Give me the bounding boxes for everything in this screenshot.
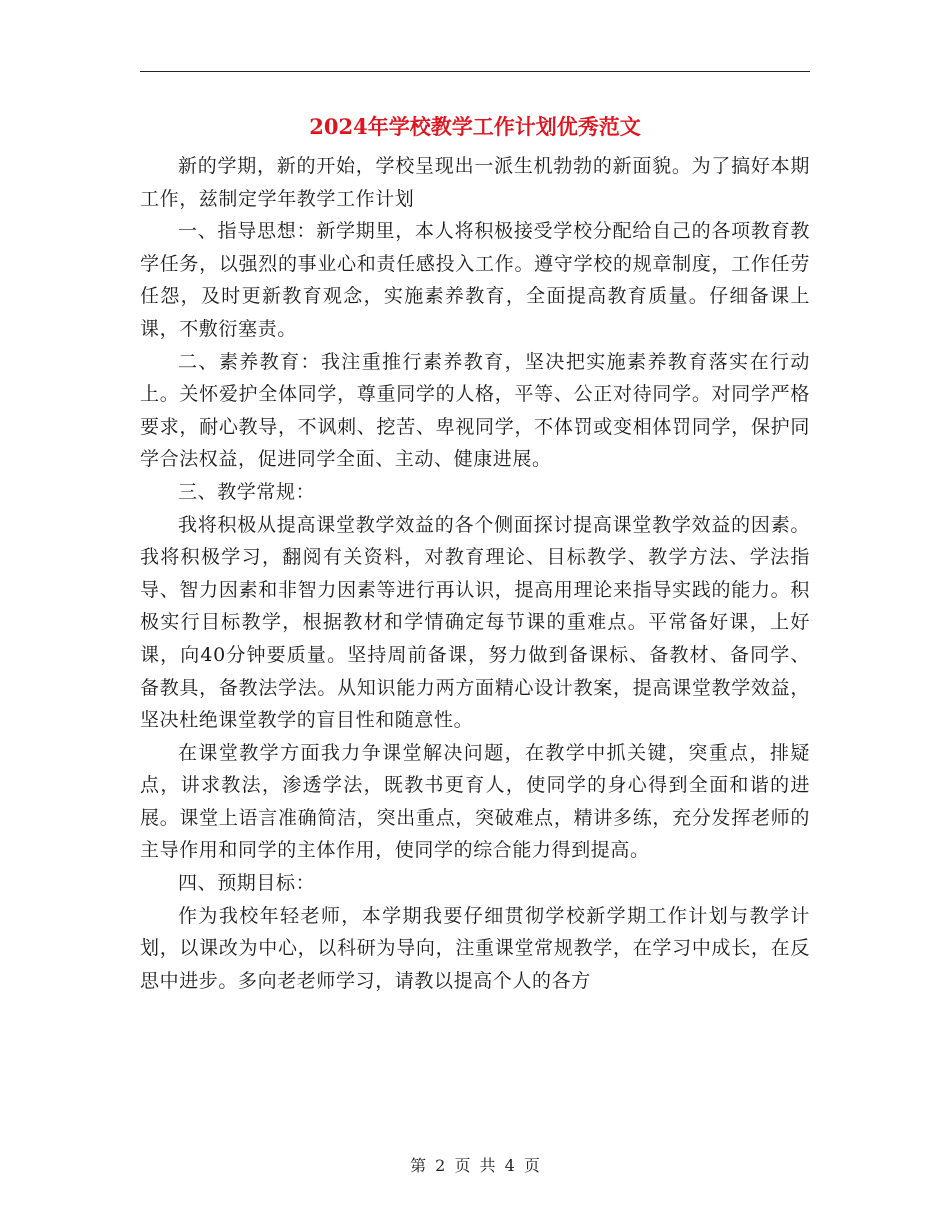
heading-teaching-routine: 三、教学常规： bbox=[178, 480, 316, 503]
paragraph-guiding-ideology: 一、指导思想：新学期里，本人将积极接受学校分配给自己的各项教育教学任务，以强烈的事业心和责任感投入工作。遵守学校的规章制度，工作任劳任怨，及时更新教育观念，实施素养教育，全面提高教育质量。仔细备课上课，不敷衍塞责。 bbox=[140, 220, 810, 340]
header-rule bbox=[140, 71, 810, 72]
paragraph-classroom-teaching: 在课堂教学方面我力争课堂解决问题，在教学中抓关键，突重点，排疑点，讲求教法，渗透学法，既教书更育人，使同学的身心得到全面和谐的进展。课堂上语言准确简洁，突出重点，突破难点，精讲多练，充分发挥老师的主导作用和同学的主体作用，使同学的综合能力得到提高。 bbox=[140, 741, 810, 862]
paragraph-teaching-efficiency: 我将积极从提高课堂教学效益的各个侧面探讨提高课堂教学效益的因素。我将积极学习，翻阅有关资料，对教育理论、目标教学、教学方法、学法指导、智力因素和非智力因素等进行再认识，提高用理论来指导实践的能力。积极实行目标教学，根据教材和学情确定每节课的重难点。平常备好课，上好课，向40分钟要质量。坚持周前备课，努力做到备课标、备教材、备同学、备教具，备教法学法。从知识能力两方面精心设计教案，提高课堂教学效益，坚决杜绝课堂教学的盲目性和随意性。 bbox=[140, 513, 810, 732]
document-body bbox=[140, 150, 810, 997]
page-number-footer: 第 2 页 共 4 页 bbox=[410, 1156, 540, 1175]
document-title: 2024年学校教学工作计划优秀范文 bbox=[309, 114, 641, 139]
paragraph-young-teacher: 作为我校年轻老师，本学期我要仔细贯彻学校新学期工作计划与教学计划，以课改为中心，以科研为导向，注重课堂常规教学，在学习中成长，在反思中进步。多向老老师学习，请教以提高个人的各方 bbox=[140, 904, 810, 992]
paragraph-intro: 新的学期，新的开始，学校呈现出一派生机勃勃的新面貌。为了搞好本期工作，兹制定学年教学工作计划 bbox=[140, 155, 810, 210]
paragraph-quality-education: 二、素养教育：我注重推行素养教育，坚决把实施素养教育落实在行动上。关怀爱护全体同学，尊重同学的人格，平等、公正对待同学。对同学严格要求，耐心教导，不讽刺、挖苦、卑视同学，不体罚或变相体罚同学，保护同学合法权益，促进同学全面、主动、健康进展。 bbox=[140, 350, 810, 471]
heading-expected-goals: 四、预期目标： bbox=[178, 872, 316, 895]
